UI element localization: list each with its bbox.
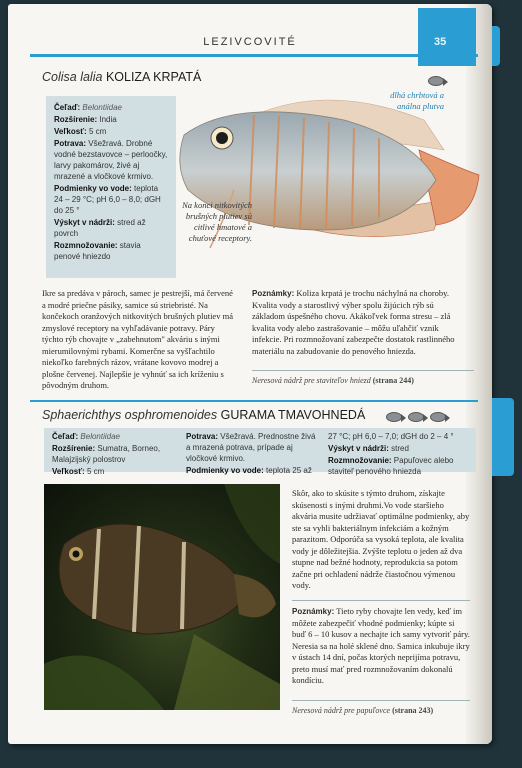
notes-text: Koliza krpatá je trochu náchylná na choroby. Kvalita vody a starostlivý výber spolu žijúcich rýb sú základom úspešného chovu. Akákoľvek forma stresu – zlá kvalita vody alebo zastrašovanie – môžu uľahčiť vznik infekcie. Pri rozmnožovaní zabezpečte dostatok rastlinného materiálu na zabudovanie do penového hniezda.: [252, 288, 455, 356]
notes-text: Tieto ryby chovajte len vedy, keď im môžete zabezpečiť vhodné podmienky; kúpte si buď 6 – 10 kusov a nechajte ich samy vytvoriť páry. Neresia sa na holé sklené dno. Samica inkubuje ikry v ústach 14 dní, počas ktorých neprijíma potravu, preto musí mať pred rozmnožovaním dokonalú kondíciu.: [292, 606, 470, 685]
section-divider: [30, 400, 478, 402]
species2-info-mid: Potrava: Všežravá. Prednostne živá a mrazená potrava, prípade aj vločkové krmivo. Podmienky vo vode: teplota 25 až: [186, 432, 316, 475]
notes-rule: [292, 600, 470, 601]
notes-label: Poznámky:: [252, 289, 295, 298]
chocolate-gourami-photo: [44, 484, 280, 710]
notes-label: Poznámky:: [292, 607, 335, 616]
species1-body-left: Ikre sa predáva v pároch, samec je pestrejší, má červené a modré priečne pásiky, samice sú striebristé. Na končekoch oranžových nitkovitých brušných plutiev má zmyslové receptory na vyhľadávanie potravy. Páry týchto rýb chovajte v „zabehnutom" akváriu s inými mierumilovnými rybami. Komerčne sa vyšľachtilo niekoľko farebných rázov, vrátane kovovo modrej a plošne červenej. Najlepšie je vyhnúť sa ich kríženiu s pôvodným druhom.: [42, 288, 233, 390]
species1-title-latin: Colisa lalia: [42, 70, 103, 84]
info-food: Potrava: Všežravá. Drobné vodné bezstavovce – perloočky, larvy pakomárov, živé aj mrazené a vločkové krmivo.: [54, 139, 168, 181]
species2-body: Skôr, ako to skúsite s týmto druhom, získajte skúsenosti s inými druhmi.Vo vode staršieho akvária musite udržiavať optimálne podmienky, aby ste sa vyhli bakteriálnym infekciám a kožným parazitom. Odporúča sa vysoká teplota, ale kvalita vody je dôležitejšia. Zvýšte teplotu o jeden až dva stupne nad bežné hodnoty, reprodukcia sa potom začne pri ochladení nádrže čiastočnou výmenou vody.: [292, 488, 470, 590]
species1-footnote: Neresová nádrž pre staviteľov hniezd (strana 244): [252, 376, 414, 385]
species1-infobox: [46, 96, 176, 278]
fish-icon: [408, 412, 424, 422]
header-rule: [30, 54, 478, 57]
species2-notes: [292, 606, 470, 687]
species2-title-latin: Sphaerichthys osphromenoides: [42, 408, 218, 422]
info-breeding: Rozmnožovanie: stavia penové hniezdo: [54, 241, 141, 261]
dwarf-gourami-illustration: [174, 80, 480, 280]
species2-footnote: Neresová nádrž pre papuľovce (strana 243): [292, 706, 434, 715]
chapter-title: LEZIVCOVITÉ: [203, 36, 297, 48]
fin-caption: dlhá chrbtová a análna plutva: [390, 90, 444, 111]
top-tab: [492, 26, 500, 66]
footnote-rule: [292, 700, 470, 701]
fish-icon: [430, 412, 446, 422]
footnote-rule: [252, 370, 474, 371]
info-range: Rozšírenie: India: [54, 115, 117, 124]
species2-infobox: [44, 428, 476, 476]
species1-title-local: KOLIZA KRPATÁ: [105, 70, 202, 84]
book-page: [8, 4, 492, 744]
species2-info-left: Čeľaď: Belontiidae Rozšírenie: Sumatra, Borneo, Malajzijský polostrov Veľkosť: 5 cm: [52, 432, 161, 476]
chocolate-gourami-fish: [44, 484, 280, 710]
pelvic-caption: Na konci nitkovitých brušných plutiev sú citlivé hmatové a chuťové receptory.: [182, 200, 252, 243]
section-tab: [492, 398, 514, 476]
species2-title: [42, 408, 365, 422]
fish-icon: [386, 412, 402, 422]
species1-body-right: [252, 288, 458, 357]
info-level: Výskyt v nádrži: stred až povrch: [54, 218, 146, 238]
info-family: Čeľaď: Belontiidae: [54, 103, 122, 112]
species2-info-right: 27 °C; pH 6,0 – 7,0; dGH do 2 – 4 ° Výskyt v nádrži: stred Rozmnožovanie: Papuľovec alebo staviteľ penového hniezda: [328, 432, 454, 476]
info-water: Podmienky vo vode: teplota 24 – 29 °C; pH 6,0 – 8,0; dGH do 25 °: [54, 184, 161, 215]
species2-title-local: GURAMA TMAVOHNEDÁ: [220, 408, 366, 422]
page-number: 35: [434, 36, 447, 48]
info-size: Veľkosť: 5 cm: [54, 127, 107, 136]
